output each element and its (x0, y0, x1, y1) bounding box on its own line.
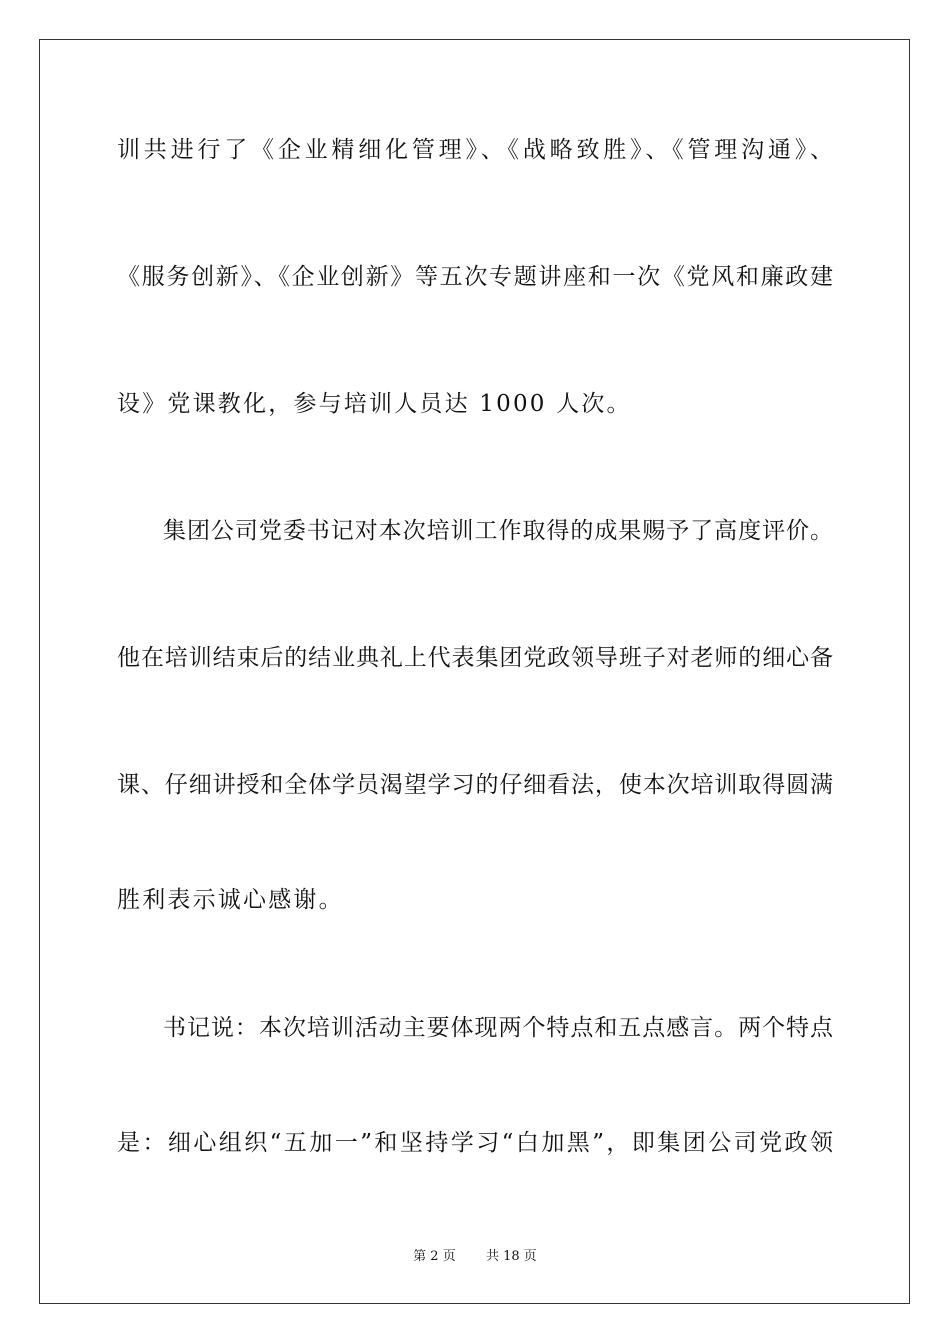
page-number-total: 共 18 页 (486, 1249, 537, 1264)
paragraph-line-7: 胜利表示诚心感谢。 (117, 887, 344, 913)
paragraph-line-3: 设》党课教化，参与培训人员达 1000 人次。 (117, 391, 632, 417)
paragraph-line-2: 《服务创新》、《企业创新》等五次专题讲座和一次《党风和廉政建 (117, 264, 833, 290)
page-number-current: 第 2 页 (413, 1249, 456, 1264)
paragraph-line-5: 他在培训结束后的结业典礼上代表集团党政领导班子对老师的细心备 (117, 645, 833, 671)
paragraph-line-6: 课、仔细讲授和全体学员渴望学习的仔细看法，使本次培训取得圆满 (117, 772, 833, 798)
paragraph-line-9: 是：细心组织“五加一”和坚持学习“白加黑”，即集团公司党政领 (117, 1130, 833, 1156)
paragraph-line-8: 书记说：本次培训活动主要体现两个特点和五点感言。两个特点 (163, 1015, 833, 1041)
paragraph-line-1: 训共进行了《企业精细化管理》、《战略致胜》、《管理沟通》、 (117, 137, 833, 163)
paragraph-line-4: 集团公司党委书记对本次培训工作取得的成果赐予了高度评价。 (163, 518, 833, 544)
page-footer (0, 1248, 950, 1266)
